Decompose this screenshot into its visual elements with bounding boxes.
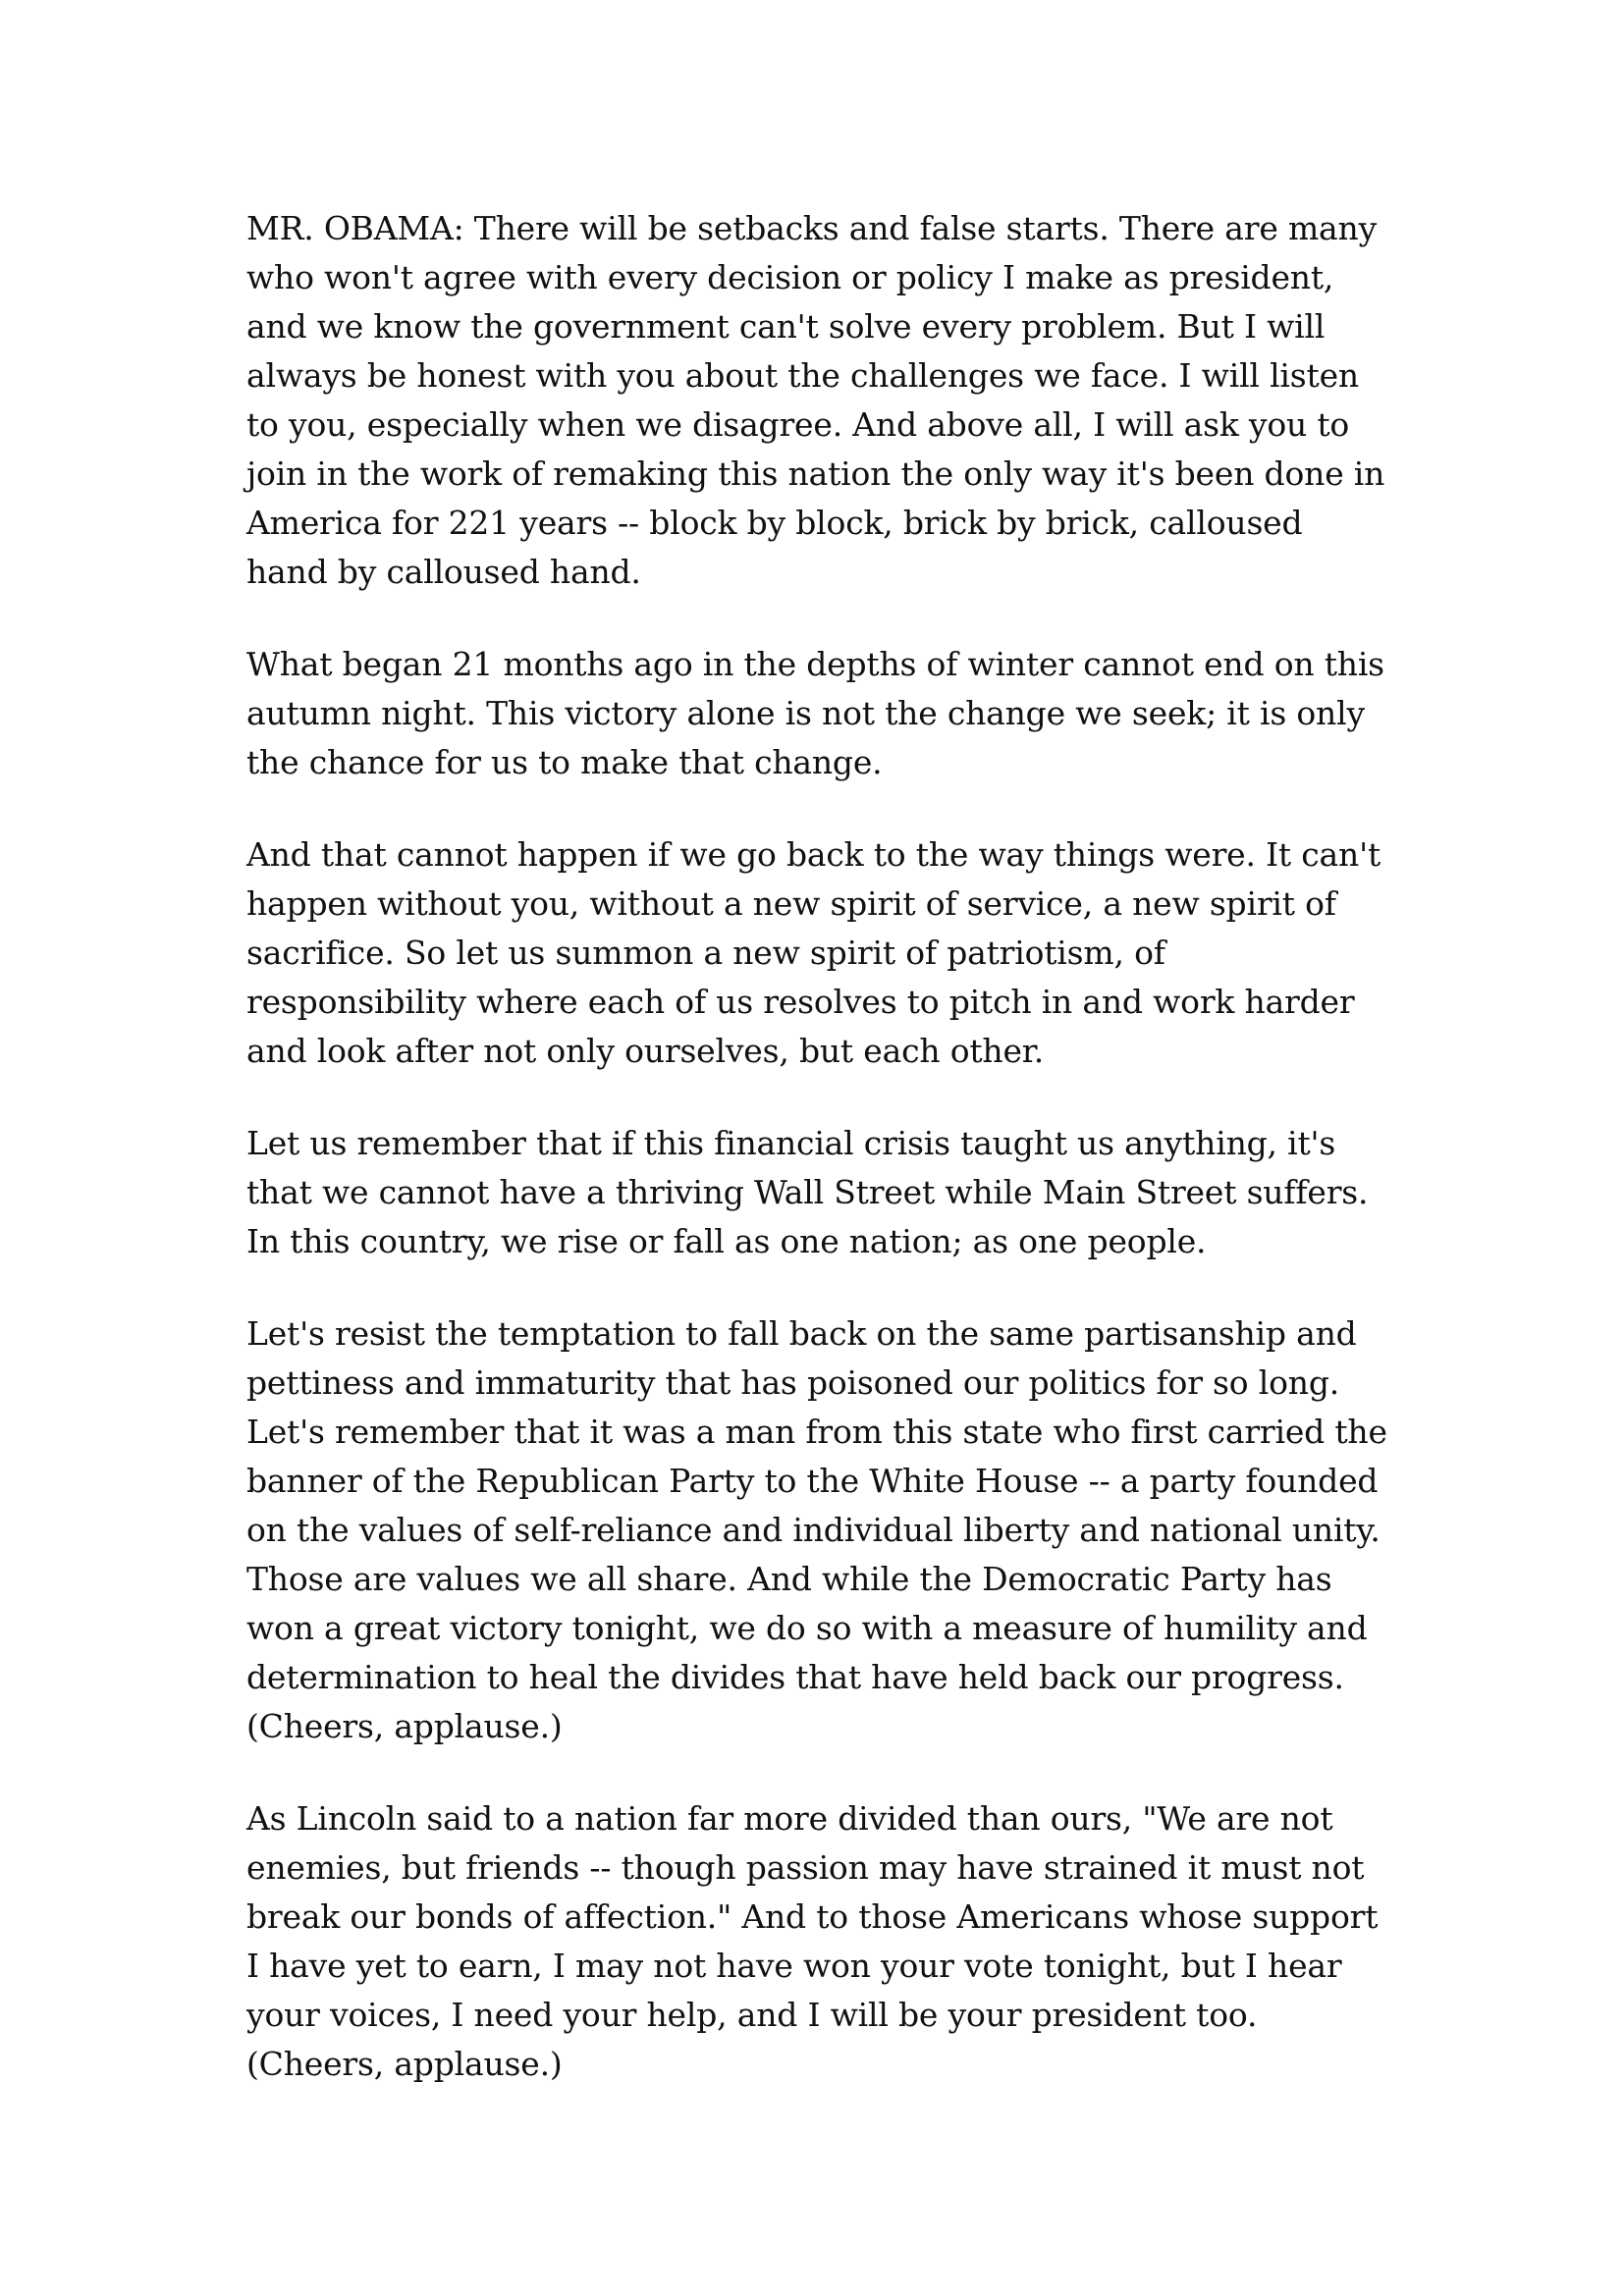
paragraph-2 bbox=[246, 640, 1425, 787]
text-line: your voices, I need your help, and I will be your president too. bbox=[246, 1996, 1258, 2034]
text-line: won a great victory tonight, we do so with a measure of humility and bbox=[246, 1609, 1368, 1647]
text-line: Let's resist the temptation to fall back on the same partisanship and bbox=[246, 1314, 1357, 1353]
text-line: Let's remember that it was a man from this state who first carried the bbox=[246, 1413, 1387, 1451]
text-line: responsibility where each of us resolves to pitch in and work harder bbox=[246, 983, 1355, 1021]
text-line: who won't agree with every decision or policy I make as president, bbox=[246, 258, 1334, 296]
text-line: autumn night. This victory alone is not the change we seek; it is only bbox=[246, 694, 1365, 732]
text-line: break our bonds of affection." And to those Americans whose support bbox=[246, 1897, 1379, 1936]
text-line: to you, especially when we disagree. And above all, I will ask you to bbox=[246, 405, 1350, 444]
text-line: (Cheers, applause.) bbox=[246, 1707, 563, 1745]
text-line: determination to heal the divides that have held back our progress. bbox=[246, 1658, 1344, 1696]
text-line: I have yet to earn, I may not have won your vote tonight, but I hear bbox=[246, 1947, 1342, 1985]
text-line: always be honest with you about the challenges we face. I will listen bbox=[246, 356, 1359, 395]
text-line: that we cannot have a thriving Wall Street while Main Street suffers. bbox=[246, 1173, 1369, 1211]
text-line: banner of the Republican Party to the White House -- a party founded bbox=[246, 1462, 1379, 1500]
text-line: Those are values we all share. And while the Democratic Party has bbox=[246, 1560, 1332, 1598]
text-line: MR. OBAMA: There will be setbacks and false starts. There are many bbox=[246, 209, 1378, 247]
text-line: pettiness and immaturity that has poisoned our politics for so long. bbox=[246, 1363, 1340, 1402]
paragraph-5 bbox=[246, 1309, 1425, 1751]
paragraph-1 bbox=[246, 204, 1425, 597]
text-line: In this country, we rise or fall as one nation; as one people. bbox=[246, 1222, 1207, 1260]
text-line: And that cannot happen if we go back to the way things were. It can't bbox=[246, 835, 1381, 874]
text-line: What began 21 months ago in the depths of winter cannot end on this bbox=[246, 645, 1384, 683]
text-line: happen without you, without a new spirit of service, a new spirit of bbox=[246, 884, 1336, 923]
text-line: and we know the government can't solve every problem. But I will bbox=[246, 307, 1326, 346]
paragraph-6 bbox=[246, 1794, 1425, 2089]
text-line: enemies, but friends -- though passion may have strained it must not bbox=[246, 1848, 1365, 1887]
text-line: the chance for us to make that change. bbox=[246, 743, 883, 781]
text-line: join in the work of remaking this nation the only way it's been done in bbox=[246, 454, 1385, 493]
text-line: America for 221 years -- block by block, brick by brick, calloused bbox=[246, 504, 1303, 542]
document-page bbox=[246, 204, 1425, 2132]
paragraph-3 bbox=[246, 830, 1425, 1076]
text-line: sacrifice. So let us summon a new spirit of patriotism, of bbox=[246, 934, 1165, 972]
text-line: Let us remember that if this financial crisis taught us anything, it's bbox=[246, 1124, 1336, 1162]
paragraph-4 bbox=[246, 1119, 1425, 1266]
text-line: As Lincoln said to a nation far more divided than ours, "We are not bbox=[246, 1799, 1333, 1838]
text-line: and look after not only ourselves, but each other. bbox=[246, 1032, 1045, 1070]
text-line: on the values of self-reliance and individual liberty and national unity. bbox=[246, 1511, 1380, 1549]
text-line: (Cheers, applause.) bbox=[246, 2045, 563, 2083]
text-line: hand by calloused hand. bbox=[246, 553, 641, 591]
